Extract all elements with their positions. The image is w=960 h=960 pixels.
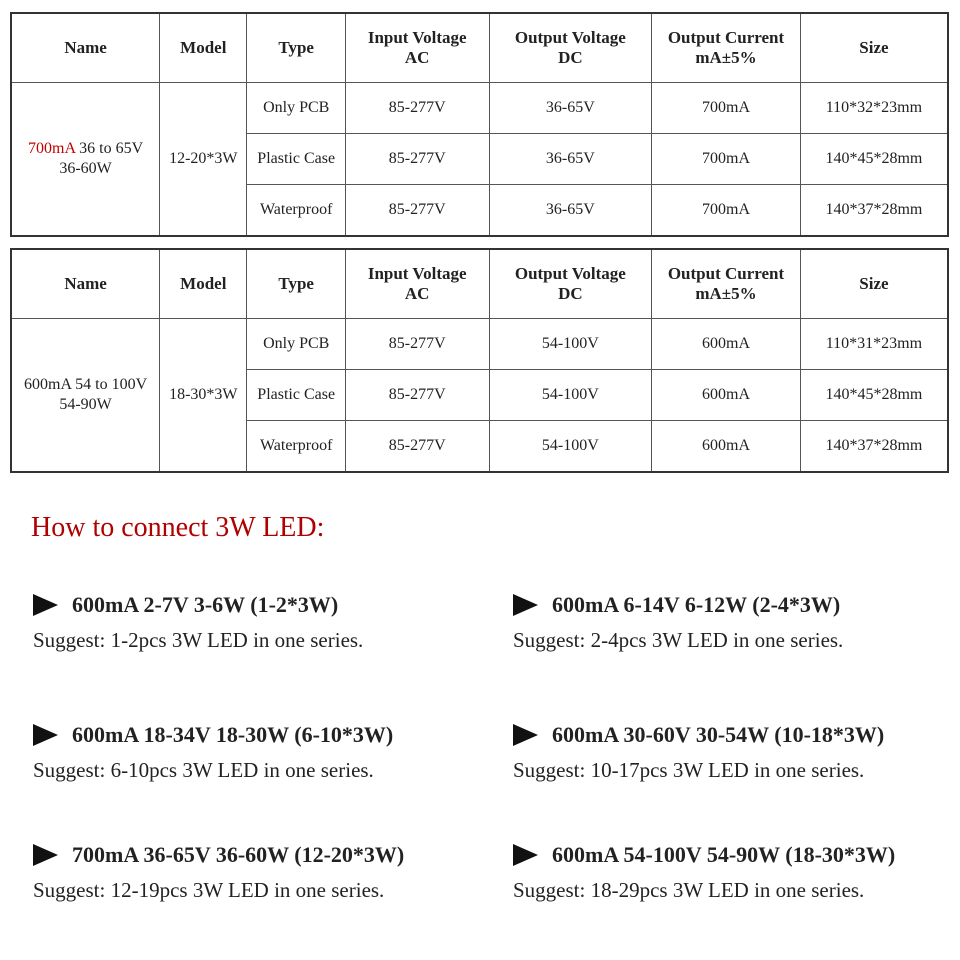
tip-heading [513,592,953,618]
input-voltage-cell: 85-277V [345,319,489,370]
input-voltage-cell: 85-277V [345,185,489,237]
tip-heading [33,842,473,868]
header-name: Name [11,249,160,319]
type-cell: Plastic Case [247,370,345,421]
product-name-cell [11,83,160,237]
header-input-line1: Input Voltage [367,28,467,47]
tip-suggestion: Suggest: 6-10pcs 3W LED in one series. [33,758,374,782]
connection-tip [33,842,473,903]
triangle-right-icon [33,724,58,746]
connection-tip [513,722,953,783]
size-cell: 110*31*23mm [800,319,948,370]
connection-tip [513,592,953,653]
tip-suggestion: Suggest: 1-2pcs 3W LED in one series. [33,628,364,652]
tip-heading [513,842,953,868]
tip-suggestion: Suggest: 18-29pcs 3W LED in one series. [513,878,865,902]
header-output-current [652,13,801,83]
tip-title: 700mA 36-65V 36-60W (12-20*3W) [72,842,405,867]
table-row [11,83,948,134]
header-model: Model [160,249,247,319]
product-power-range: 54-90W [59,396,112,413]
header-current-line2: mA±5% [695,48,757,67]
type-cell: Plastic Case [247,134,345,185]
size-cell: 140*37*28mm [800,421,948,473]
size-cell: 140*37*28mm [800,185,948,237]
header-input-voltage [345,249,489,319]
output-voltage-cell: 36-65V [489,185,652,237]
header-model: Model [160,13,247,83]
triangle-right-icon [33,594,58,616]
connection-tip [33,592,473,653]
output-current-cell: 700mA [652,83,801,134]
header-output-voltage [489,13,652,83]
input-voltage-cell: 85-277V [345,134,489,185]
output-voltage-cell: 36-65V [489,83,652,134]
tip-title: 600mA 6-14V 6-12W (2-4*3W) [552,592,841,617]
tip-suggestion: Suggest: 12-19pcs 3W LED in one series. [33,878,385,902]
header-name: Name [11,13,160,83]
output-voltage-cell: 54-100V [489,319,652,370]
output-current-cell: 700mA [652,134,801,185]
header-size: Size [800,249,948,319]
output-current-cell: 600mA [652,319,801,370]
tip-title: 600mA 2-7V 3-6W (1-2*3W) [72,592,339,617]
header-type: Type [247,13,345,83]
section-title: How to connect 3W LED: [31,512,325,543]
header-current-line1: Output Current [667,28,785,47]
triangle-right-icon [513,594,538,616]
output-voltage-cell: 54-100V [489,421,652,473]
table-header-row [11,13,948,83]
product-voltage-range: 36 to 65V [75,140,144,157]
triangle-right-icon [33,844,58,866]
model-cell: 12-20*3W [160,83,247,237]
output-current-cell: 600mA [652,421,801,473]
tip-heading [513,722,953,748]
header-input-line2: AC [404,48,430,67]
tip-heading [33,722,473,748]
connection-tip [513,842,953,903]
header-input-line1: Input Voltage [367,264,467,283]
header-current-line2: mA±5% [695,284,757,303]
product-name-cell [11,319,160,473]
type-cell: Waterproof [247,421,345,473]
type-cell: Only PCB [247,319,345,370]
output-current-cell: 700mA [652,185,801,237]
triangle-right-icon [513,724,538,746]
type-cell: Waterproof [247,185,345,237]
header-size: Size [800,13,948,83]
output-voltage-cell: 36-65V [489,134,652,185]
tip-title: 600mA 30-60V 30-54W (10-18*3W) [552,722,885,747]
tip-heading [33,592,473,618]
header-output-voltage [489,249,652,319]
header-output-line2: DC [558,48,583,67]
product-power-range: 36-60W [59,160,112,177]
spec-table-600ma [10,248,949,473]
type-cell: Only PCB [247,83,345,134]
input-voltage-cell: 85-277V [345,421,489,473]
tip-suggestion: Suggest: 2-4pcs 3W LED in one series. [513,628,844,652]
header-input-voltage [345,13,489,83]
model-cell: 18-30*3W [160,319,247,473]
header-output-line2: DC [558,284,583,303]
header-output-line1: Output Voltage [514,264,626,283]
tip-suggestion: Suggest: 10-17pcs 3W LED in one series. [513,758,865,782]
size-cell: 110*32*23mm [800,83,948,134]
tip-title: 600mA 54-100V 54-90W (18-30*3W) [552,842,896,867]
output-current-cell: 600mA [652,370,801,421]
table-header-row [11,249,948,319]
header-type: Type [247,249,345,319]
header-output-current [652,249,801,319]
size-cell: 140*45*28mm [800,370,948,421]
input-voltage-cell: 85-277V [345,83,489,134]
size-cell: 140*45*28mm [800,134,948,185]
tip-title: 600mA 18-34V 18-30W (6-10*3W) [72,722,394,747]
input-voltage-cell: 85-277V [345,370,489,421]
triangle-right-icon [513,844,538,866]
output-voltage-cell: 54-100V [489,370,652,421]
spec-table-700ma [10,12,949,237]
header-output-line1: Output Voltage [514,28,626,47]
table-row [11,319,948,370]
product-current-highlight: 700mA [28,140,76,157]
product-voltage-range: 600mA 54 to 100V [24,376,148,393]
header-current-line1: Output Current [667,264,785,283]
header-input-line2: AC [404,284,430,303]
connection-tip [33,722,473,783]
